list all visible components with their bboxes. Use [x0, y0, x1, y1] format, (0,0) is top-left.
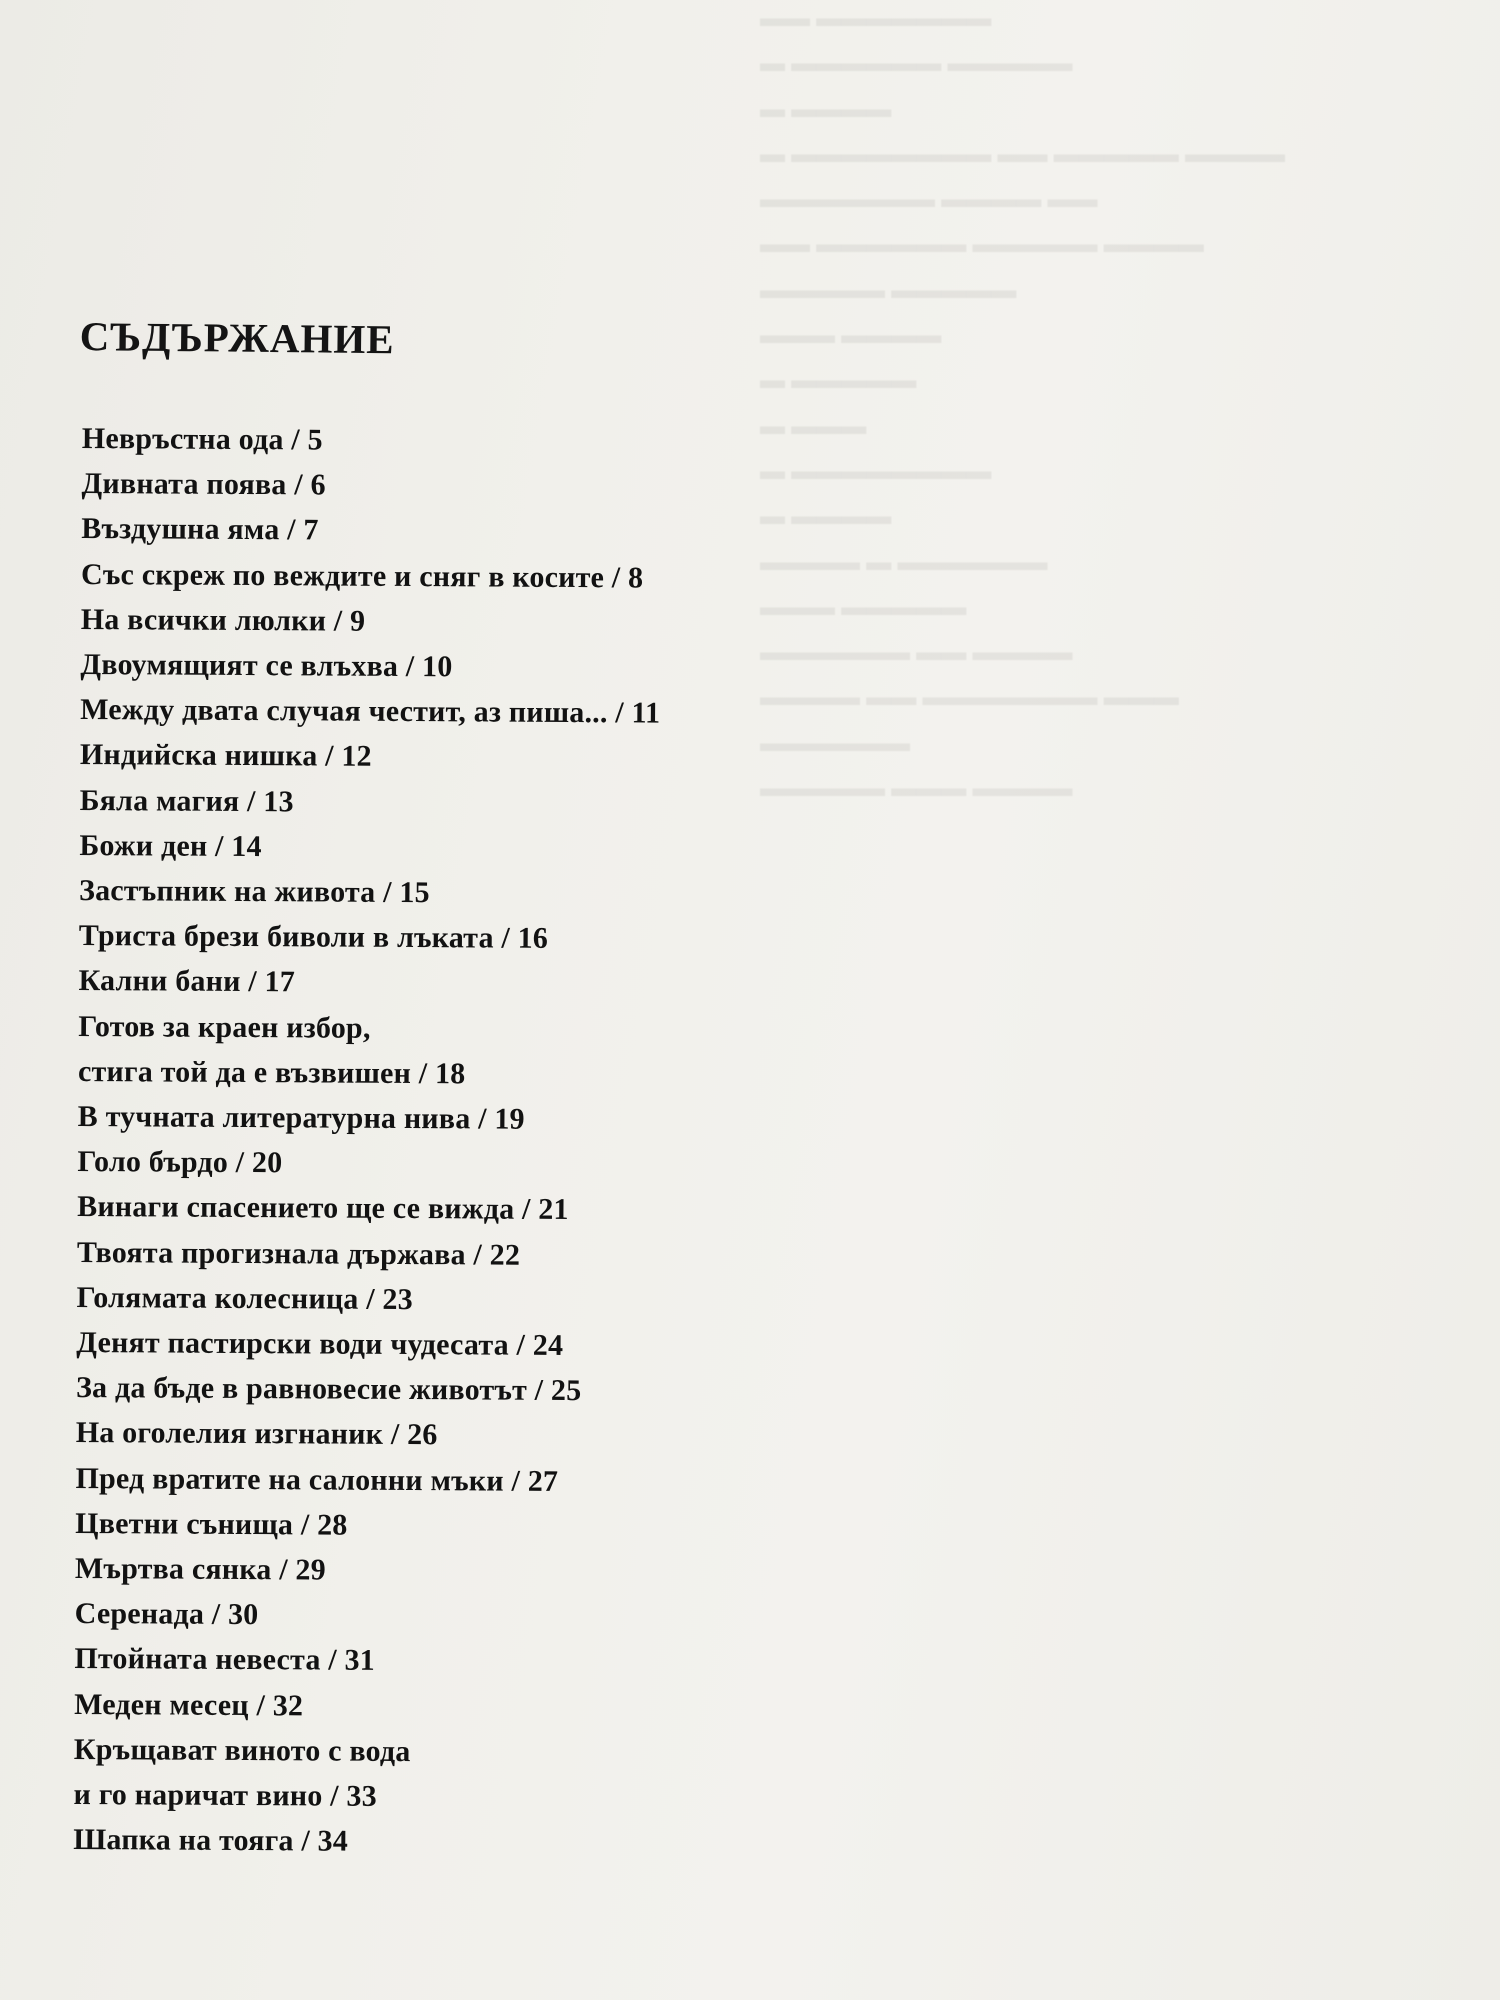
toc-entry: [73, 1817, 973, 1868]
toc-entry-text: На всички люлки / 9: [80, 602, 366, 638]
toc-entry-text: Триста брези биволи в лъката / 16: [78, 919, 549, 956]
toc-entry: [73, 1727, 974, 1823]
toc-entry: [77, 1184, 977, 1235]
toc-entry-text: Шапка на тояга / 34: [73, 1823, 349, 1858]
toc-title: СЪДЪРЖАНИЕ: [79, 312, 395, 363]
toc-entry-text: За да бъде в равновесие животът / 25: [75, 1371, 582, 1408]
toc-entry: [76, 1275, 976, 1326]
toc-entry: [74, 1682, 974, 1733]
toc-entry: [76, 1410, 976, 1461]
toc-list: [73, 416, 982, 1868]
toc-entry-text: Серенада / 30: [74, 1597, 259, 1632]
toc-entry-text: Винаги спасението ще се вижда / 21: [77, 1190, 569, 1227]
toc-entry: [78, 1094, 978, 1145]
toc-entry: [81, 506, 981, 557]
toc-entry: [77, 1230, 977, 1281]
toc-entry-text: Двоумящият се влъхва / 10: [80, 648, 453, 684]
toc-entry-text: На оголелия изгнаник / 26: [75, 1416, 438, 1452]
toc-entry: [75, 1546, 975, 1597]
toc-entry: [81, 552, 981, 603]
toc-entry-text: Между двата случая честит, аз пиша... / 11: [80, 693, 661, 730]
toc-entry: [81, 597, 981, 648]
toc-entry: [79, 868, 979, 919]
toc-entry-text: Меден месец / 32: [74, 1687, 304, 1723]
toc-entry-text: Кални бани / 17: [78, 964, 296, 999]
toc-entry-text: Цветни сънища / 28: [75, 1506, 348, 1542]
toc-entry-text: Със скреж по веждите и сняг в косите / 8: [80, 557, 644, 595]
toc-entry-text: Божи ден / 14: [79, 828, 262, 863]
toc-entry-text: и го наричат вино / 33: [73, 1778, 377, 1813]
show-through-texture: ▬▬▬▬▬▬▬ ▬▬ ▬▬▬▬▬ ▬▬▬▬▬▬ ▬ ▬▬▬▬ ▬ ▬▬▬▬ ▬▬▬▬▬ ▬▬ ▬▬▬▬▬▬▬▬ ▬ ▬▬ ▬▬▬▬ ▬▬▬▬▬▬▬ ▬▬▬▬ ▬▬▬▬▬ ▬▬▬▬▬▬ ▬▬ ▬▬▬▬▬ ▬▬▬▬▬ ▬▬▬▬ ▬▬▬ ▬▬▬▬▬ ▬ ▬▬▬ ▬ ▬▬▬▬▬▬▬▬ ▬ ▬▬▬▬ ▬ ▬▬▬▬▬▬ ▬ ▬▬▬▬ ▬▬▬▬▬ ▬▬▬ ▬▬▬▬ ▬▬ ▬▬▬▬▬▬ ▬▬▬ ▬▬▬▬▬▬▬ ▬▬ ▬▬▬▬ ▬▬▬▬▬▬ ▬▬▬▬ ▬▬▬ ▬▬▬▬▬: [760, 5, 1285, 803]
toc-entry-text: Твоята прогизнала държава / 22: [76, 1235, 521, 1272]
toc-entry: [80, 687, 980, 738]
toc-entry: [81, 461, 981, 512]
toc-entry: [79, 913, 979, 964]
toc-entry: [80, 642, 980, 693]
toc-entry-text: Дивната поява / 6: [81, 467, 326, 502]
toc-entry-text: Пред вратите на салонни мъки / 27: [75, 1461, 559, 1498]
toc-entry-text: Птойната невеста / 31: [74, 1642, 376, 1678]
toc-entry: [80, 732, 980, 783]
toc-entry: [82, 416, 982, 467]
toc-entry: [74, 1636, 974, 1687]
toc-entry-text: Голо бърдо / 20: [77, 1145, 283, 1180]
toc-entry-text: Невръстна ода / 5: [81, 421, 323, 457]
toc-entry: [76, 1320, 976, 1371]
toc-entry-text: Готов за краен избор,: [78, 1009, 371, 1045]
toc-entry: [76, 1365, 976, 1416]
toc-entry-text: Индийска нишка / 12: [79, 738, 372, 774]
toc-entry: [75, 1501, 975, 1552]
toc-entry: [79, 823, 979, 874]
toc-entry-text: Въздушна яма / 7: [81, 512, 319, 547]
toc-entry: [75, 1591, 975, 1642]
toc-entry-text: стига той да е възвишен / 18: [77, 1054, 466, 1091]
toc-entry: [78, 1004, 979, 1100]
toc-entry: [80, 778, 980, 829]
toc-entry-text: Кръщават виното с вода: [73, 1732, 411, 1768]
toc-entry: [78, 958, 978, 1009]
toc-entry-text: Застъпник на живота / 15: [79, 874, 430, 910]
toc-entry-text: В тучната литературна нива / 19: [77, 1100, 525, 1136]
toc-entry: [75, 1456, 975, 1507]
toc-entry-text: Бяла магия / 13: [79, 783, 294, 818]
toc-entry-text: Голямата колесница / 23: [76, 1280, 414, 1316]
toc-entry-text: Денят пастирски води чудесата / 24: [76, 1326, 564, 1363]
toc-entry: [77, 1139, 977, 1190]
toc-entry-text: Мъртва сянка / 29: [74, 1552, 326, 1587]
